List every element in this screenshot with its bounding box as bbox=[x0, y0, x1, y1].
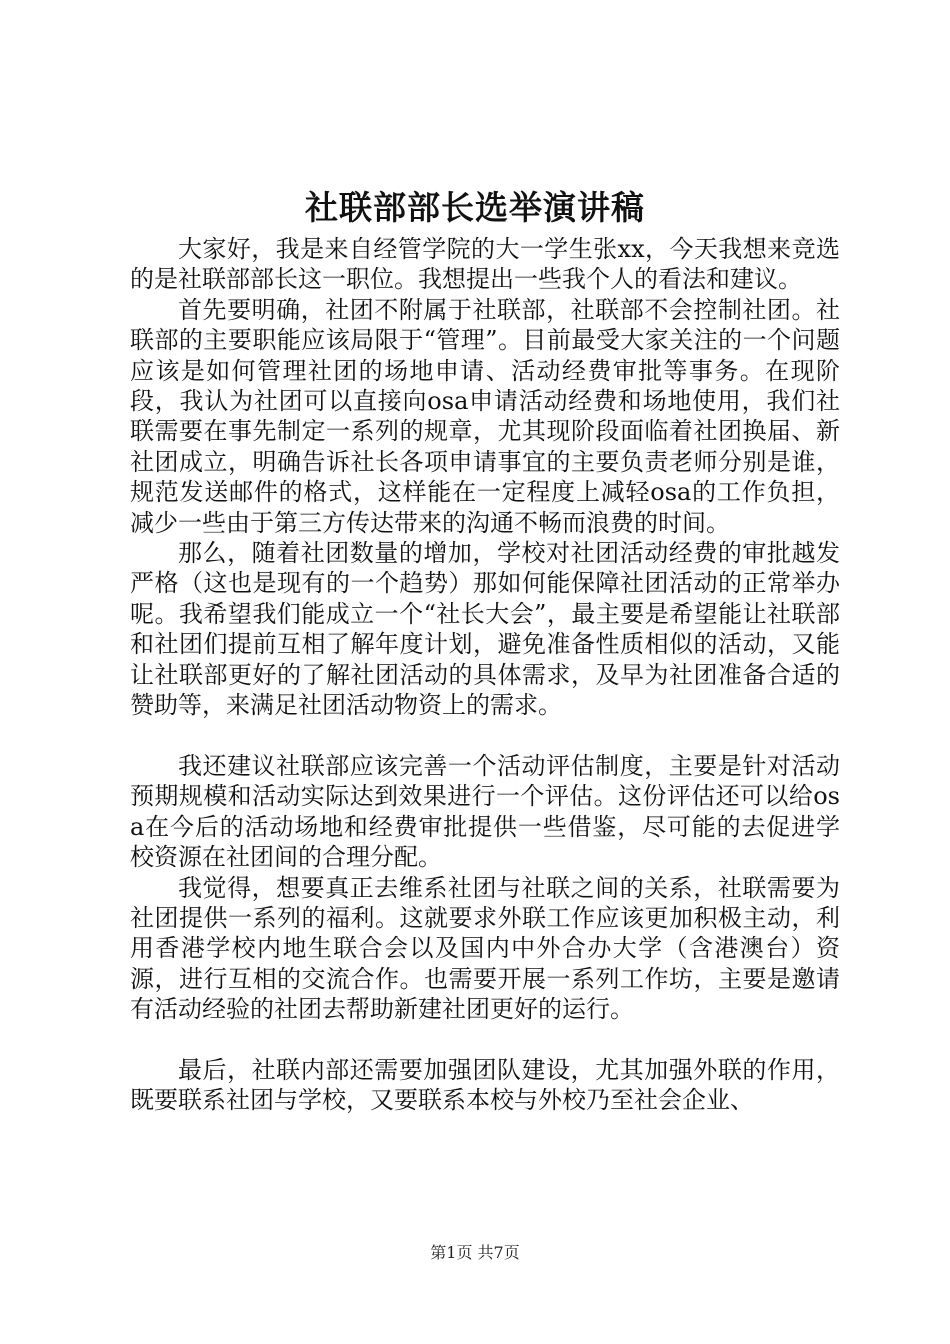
document-title: 社联部部长选举演讲稿 bbox=[305, 188, 645, 227]
paragraph-evaluation: 我还建议社联部应该完善一个活动评估制度，主要是针对活动预期规模和活动实际达到效果进行一个评估。这份评估还可以给osa在今后的活动场地和经费审批提供一些借鉴，尽可能的去促进学校资源在社团间的合理分配。 bbox=[130, 751, 840, 872]
paragraph-intro: 大家好，我是来自经管学院的大一学生张xx，今天我想来竞选的是社联部部长这一职位。我想提出一些我个人的看法和建议。 bbox=[130, 235, 840, 294]
paragraph-president-meeting: 那么，随着社团数量的增加，学校对社团活动经费的审批越发严格（这也是现有的一个趋势）那如何能保障社团活动的正常举办呢。我希望我们能成立一个“社长大会”，最主要是希望能让社联部和社团们提前互相了解年度计划，避免准备性质相似的活动，又能让社联部更好的了解社团活动的具体需求，及早为社团准备合适的赞助等，来满足社团活动物资上的需求。 bbox=[130, 539, 840, 720]
paragraph-team-building: 最后，社联内部还需要加强团队建设，尤其加强外联的作用，既要联系社团与学校，又要联系本校与外校乃至社会企业、 bbox=[130, 1055, 840, 1115]
page-indicator: 第1页 共7页 bbox=[430, 1243, 520, 1262]
document-body bbox=[130, 234, 840, 1116]
paragraph-welfare: 我觉得，想要真正去维系社团与社联之间的关系，社联需要为社团提供一系列的福利。这就要求外联工作应该更加积极主动，利用香港学校内地生联合会以及国内中外合办大学（含港澳台）资源，进行互相的交流合作。也需要开展一系列工作坊，主要是邀请有活动经验的社团去帮助新建社团更好的运行。 bbox=[130, 873, 840, 1024]
paragraph-management: 首先要明确，社团不附属于社联部，社联部不会控制社团。社联部的主要职能应该局限于“管理”。目前最受大家关注的一个问题应该是如何管理社团的场地申请、活动经费审批等事务。在现阶段，我认为社团可以直接向osa申请活动经费和场地使用，我们社联需要在事先制定一系列的规章，尤其现阶段面临着社团换届、新社团成立，明确告诉社长各项申请事宜的主要负责老师分别是谁，规范发送邮件的格式，这样能在一定程度上减轻osa的工作负担，减少一些由于第三方传达带来的沟通不畅而浪费的时间。 bbox=[130, 295, 840, 537]
